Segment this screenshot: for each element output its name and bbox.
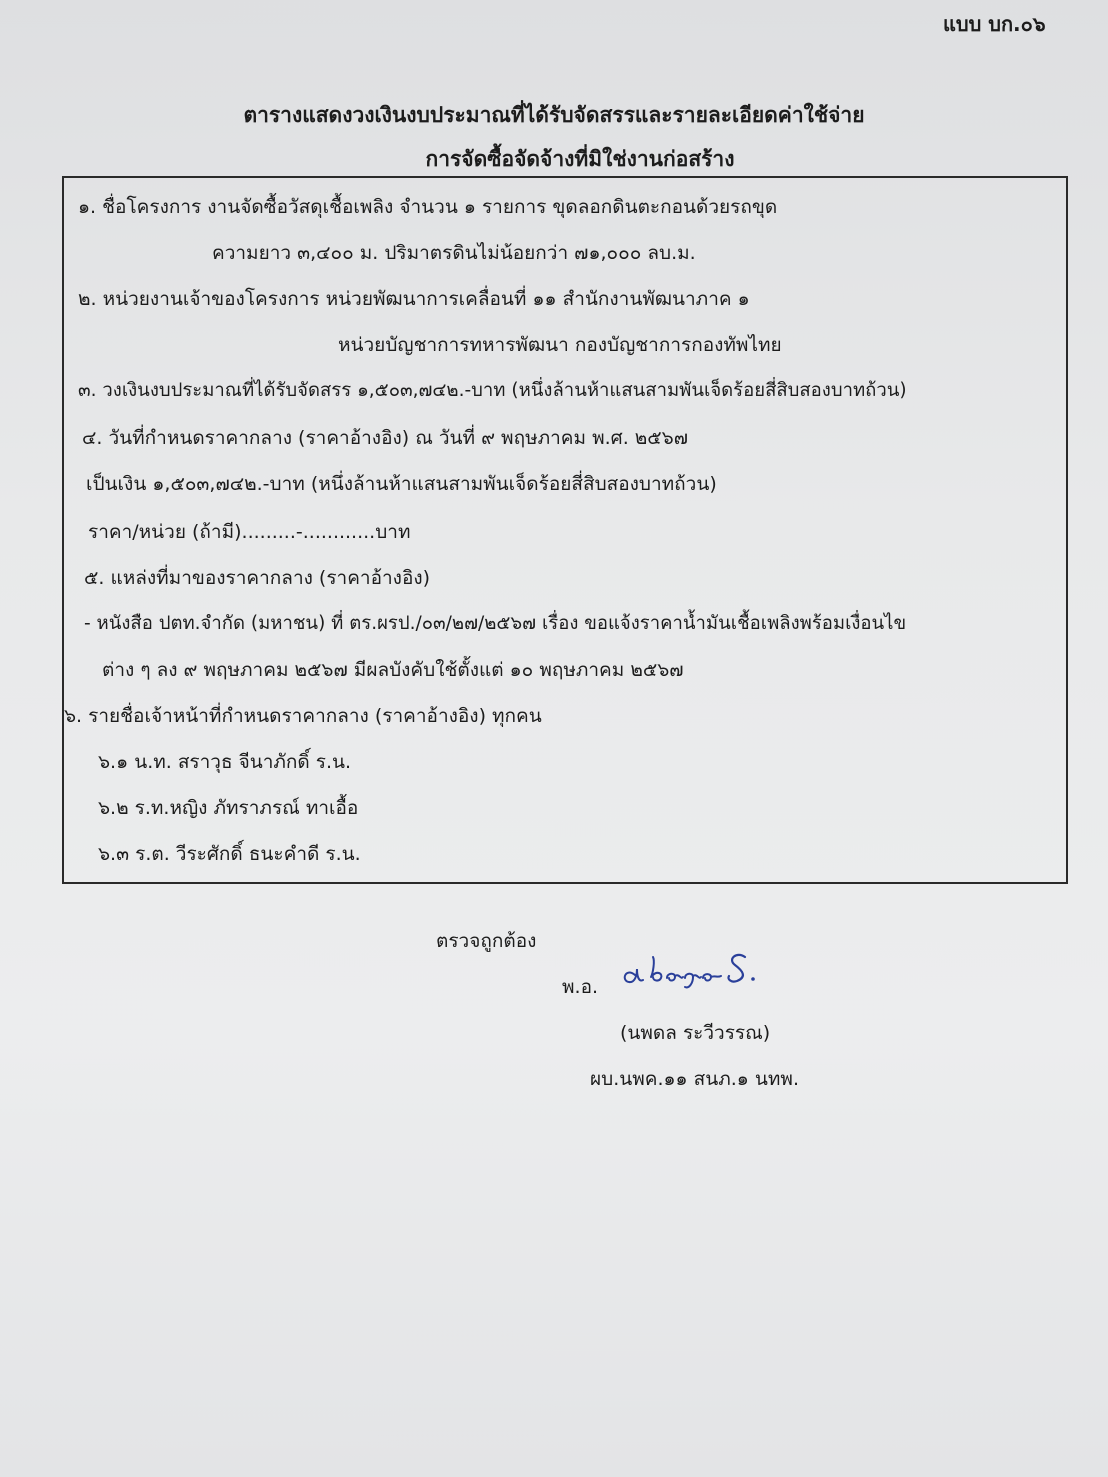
signer-rank: พ.อ. — [562, 976, 599, 998]
section-5-line-3: ต่าง ๆ ลง ๙ พฤษภาคม ๒๕๖๗ มีผลบังคับใช้ตั้งแต่ ๑๐ พฤษภาคม ๒๕๖๗ — [102, 659, 684, 681]
form-code: แบบ บก.๐๖ — [943, 12, 1046, 36]
member-2: ๖.๒ ร.ท.หญิง ภัทราภรณ์ ทาเอื้อ — [98, 797, 359, 819]
verified-label: ตรวจถูกต้อง — [436, 930, 537, 952]
member-3: ๖.๓ ร.ต. วีระศักดิ์ ธนะคำดี ร.น. — [98, 843, 361, 865]
document-title-line-1: ตารางแสดงวงเงินงบประมาณที่ได้รับจัดสรรและรายละเอียดค่าใช้จ่าย — [243, 103, 865, 127]
signer-name: (นพดล ระวีวรรณ) — [620, 1022, 771, 1044]
member-1: ๖.๑ น.ท. สราวุธ จีนาภักดิ์ ร.น. — [98, 751, 352, 773]
section-4-line-2: เป็นเงิน ๑,๕๐๓,๗๔๒.-บาท (หนึ่งล้านห้าแสนสามพันเจ็ดร้อยสี่สิบสองบาทถ้วน) — [86, 473, 717, 495]
section-5-line-2: - หนังสือ ปตท.จำกัด (มหาชน) ที่ ตร.ผรป./๐๓/๒๗/๒๕๖๗ เรื่อง ขอแจ้งราคาน้ำมันเชื้อเพลิงพร้อมเงื่อนไข — [84, 613, 907, 634]
section-6-line-1: ๖. รายชื่อเจ้าหน้าที่กำหนดราคากลาง (ราคาอ้างอิง) ทุกคน — [64, 705, 542, 727]
section-2-line-2: หน่วยบัญชาการทหารพัฒนา กองบัญชาการกองทัพไทย — [338, 334, 782, 356]
section-4-line-1: ๔. วันที่กำหนดราคากลาง (ราคาอ้างอิง) ณ วันที่ ๙ พฤษภาคม พ.ศ. ๒๕๖๗ — [82, 427, 689, 449]
handwritten-signature — [617, 945, 807, 995]
section-5-line-1: ๕. แหล่งที่มาของราคากลาง (ราคาอ้างอิง) — [84, 567, 431, 589]
section-3-line-1: ๓. วงเงินงบประมาณที่ได้รับจัดสรร ๑,๕๐๓,๗๔๒.-บาท (หนึ่งล้านห้าแสนสามพันเจ็ดร้อยสี่สิบสองบาทถ้วน) — [78, 380, 907, 401]
section-2-line-1: ๒. หน่วยงานเจ้าของโครงการ หน่วยพัฒนาการเคลื่อนที่ ๑๑ สำนักงานพัฒนาภาค ๑ — [78, 288, 750, 310]
document-title-line-2: การจัดซื้อจัดจ้างที่มิใช่งานก่อสร้าง — [425, 147, 735, 171]
section-4-line-3: ราคา/หน่วย (ถ้ามี).........-............บาท — [88, 521, 411, 543]
section-1-line-2: ความยาว ๓,๔๐๐ ม. ปริมาตรดินไม่น้อยกว่า ๗๑,๐๐๐ ลบ.ม. — [212, 242, 696, 264]
signer-position: ผบ.นพค.๑๑ สนภ.๑ นทพ. — [590, 1068, 799, 1090]
section-1-line-1: ๑. ชื่อโครงการ งานจัดซื้อวัสดุเชื้อเพลิง จำนวน ๑ รายการ ขุดลอกดินตะกอนด้วยรถขุด — [78, 196, 778, 218]
